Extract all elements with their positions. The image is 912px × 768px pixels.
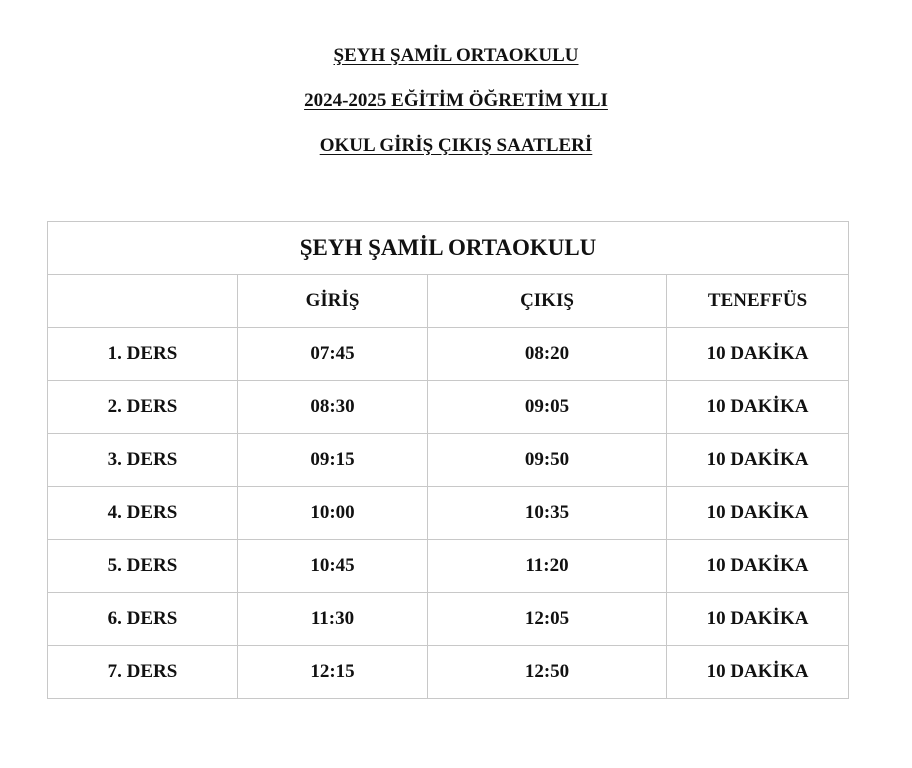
- lesson-cell: 1. DERS: [48, 328, 238, 381]
- exit-time-cell: 12:05: [428, 593, 667, 646]
- entry-time-cell: 12:15: [238, 646, 428, 699]
- table-row: [48, 381, 849, 434]
- lesson-cell: 5. DERS: [48, 540, 238, 593]
- break-cell: 10 DAKİKA: [667, 540, 849, 593]
- entry-time-cell: 09:15: [238, 434, 428, 487]
- column-header-break: TENEFFÜS: [667, 275, 849, 328]
- lesson-cell: 3. DERS: [48, 434, 238, 487]
- schedule-title-heading: OKUL GİRİŞ ÇIKIŞ SAATLERİ: [319, 135, 593, 156]
- column-header-entry: GİRİŞ: [238, 275, 428, 328]
- lesson-cell: 4. DERS: [48, 487, 238, 540]
- table-row: [48, 434, 849, 487]
- academic-year-heading: 2024-2025 EĞİTİM ÖĞRETİM YILI: [304, 90, 608, 111]
- table-title-row: [48, 222, 849, 275]
- lesson-cell: 2. DERS: [48, 381, 238, 434]
- entry-time-cell: 10:00: [238, 487, 428, 540]
- break-cell: 10 DAKİKA: [667, 381, 849, 434]
- exit-time-cell: 10:35: [428, 487, 667, 540]
- school-name-heading: ŞEYH ŞAMİL ORTAOKULU: [333, 45, 579, 66]
- break-cell: 10 DAKİKA: [667, 593, 849, 646]
- break-cell: 10 DAKİKA: [667, 328, 849, 381]
- lesson-cell: 7. DERS: [48, 646, 238, 699]
- entry-time-cell: 07:45: [238, 328, 428, 381]
- table-row: [48, 540, 849, 593]
- column-header-exit: ÇIKIŞ: [428, 275, 667, 328]
- exit-time-cell: 08:20: [428, 328, 667, 381]
- table-title: ŞEYH ŞAMİL ORTAOKULU: [48, 222, 849, 275]
- table-row: [48, 593, 849, 646]
- table-row: [48, 487, 849, 540]
- entry-time-cell: 10:45: [238, 540, 428, 593]
- table-header-row: [48, 275, 849, 328]
- break-cell: 10 DAKİKA: [667, 487, 849, 540]
- exit-time-cell: 09:05: [428, 381, 667, 434]
- exit-time-cell: 09:50: [428, 434, 667, 487]
- lesson-cell: 6. DERS: [48, 593, 238, 646]
- entry-time-cell: 11:30: [238, 593, 428, 646]
- schedule-table: [47, 221, 849, 699]
- table-row: [48, 646, 849, 699]
- table-row: [48, 328, 849, 381]
- exit-time-cell: 11:20: [428, 540, 667, 593]
- column-header-lesson: [48, 275, 238, 328]
- exit-time-cell: 12:50: [428, 646, 667, 699]
- break-cell: 10 DAKİKA: [667, 646, 849, 699]
- entry-time-cell: 08:30: [238, 381, 428, 434]
- break-cell: 10 DAKİKA: [667, 434, 849, 487]
